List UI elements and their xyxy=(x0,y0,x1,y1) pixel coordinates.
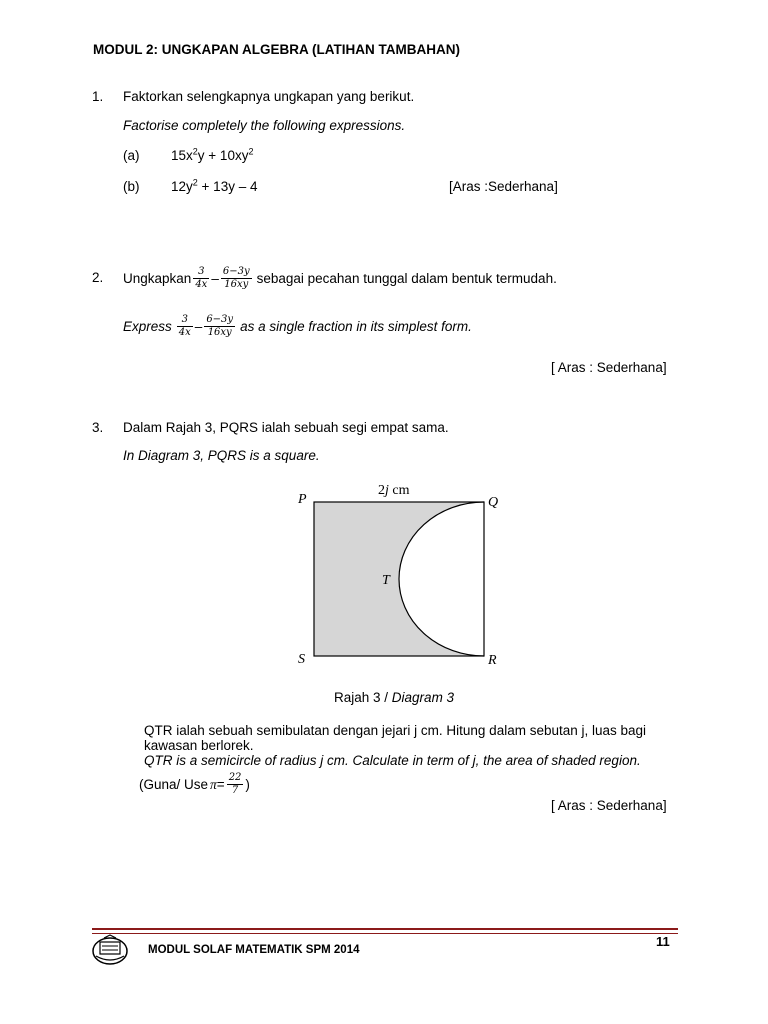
question-3-level: [ Aras : Sederhana] xyxy=(551,798,667,813)
question-3-body-my-1: QTR ialah sebuah semibulatan dengan jejari j cm. Hitung dalam sebutan j, luas bagi xyxy=(144,723,647,738)
footer-title: MODUL SOLAF MATEMATIK SPM 2014 xyxy=(148,944,360,956)
question-1a-expression: $15x^2y + 10xy^2$ xyxy=(171,146,254,163)
question-3-text-en: In Diagram 3, PQRS is a square. xyxy=(123,448,320,463)
question-1b-expression: $12y^2 + 13y - 4$ xyxy=(171,177,258,194)
page-number: 11 xyxy=(656,934,670,949)
question-1-number: 1. xyxy=(92,89,104,104)
question-3-number: 3. xyxy=(92,420,104,435)
label-R: R xyxy=(488,653,497,668)
top-side-label: 2j cm xyxy=(378,483,410,498)
diagram-3 xyxy=(290,475,510,675)
question-1b-label: (b) xyxy=(123,179,140,194)
label-T: T xyxy=(382,573,390,588)
label-P: P xyxy=(298,492,307,507)
fraction-6-3y-over-16xy: $\frac{6-3y}{16xy}$ xyxy=(222,266,250,290)
question-2-text-en: Express $\frac{3}{4x}$ – $\frac{6-3y}{16xy}$ as a single fraction in its simplest form. xyxy=(123,314,472,338)
question-1-level: [Aras :Sederhana] xyxy=(449,179,558,194)
label-Q: Q xyxy=(488,495,499,510)
footer-rule-thin xyxy=(92,933,678,934)
question-1-text-en: Factorise completely the following expressions. xyxy=(123,118,406,133)
question-3-body-my-2: kawasan berlorek. xyxy=(144,738,254,753)
question-1-text-my: Faktorkan selengkapnya ungkapan yang berikut. xyxy=(123,89,415,104)
fraction-3-over-4x: $\frac{3}{4x}$ xyxy=(195,266,208,290)
fraction-6-3y-over-16xy-en: $\frac{6-3y}{16xy}$ xyxy=(206,314,234,338)
fraction-22-over-7: $\frac{22}{7}$ xyxy=(228,772,242,796)
question-3-text-my: Dalam Rajah 3, PQRS ialah sebuah segi empat sama. xyxy=(123,420,449,435)
footer-rule-thick xyxy=(92,928,678,930)
question-2-text-my: Ungkapkan $\frac{3}{4x}$ – $\frac{6-3y}{16xy}$ sebagai pecahan tunggal dalam bentuk termudah. xyxy=(123,266,557,290)
label-S: S xyxy=(298,652,305,667)
question-2-level: [ Aras : Sederhana] xyxy=(551,360,667,375)
diagram-caption: Rajah 3 / Diagram 3 xyxy=(334,690,455,705)
fraction-3-over-4x-en: $\frac{3}{4x}$ xyxy=(178,314,191,338)
question-2-number: 2. xyxy=(92,270,104,285)
question-1a-label: (a) xyxy=(123,148,140,163)
school-crest-icon xyxy=(90,934,130,966)
question-3-body-en: QTR is a semicircle of radius j cm. Calculate in term of j, the area of shaded region. xyxy=(144,753,641,768)
pi-usage-note: (Guna/ Use π = $\frac{22}{7}$ ) xyxy=(139,772,250,796)
page-title: MODUL 2: UNGKAPAN ALGEBRA (LATIHAN TAMBAHAN) xyxy=(93,42,460,57)
